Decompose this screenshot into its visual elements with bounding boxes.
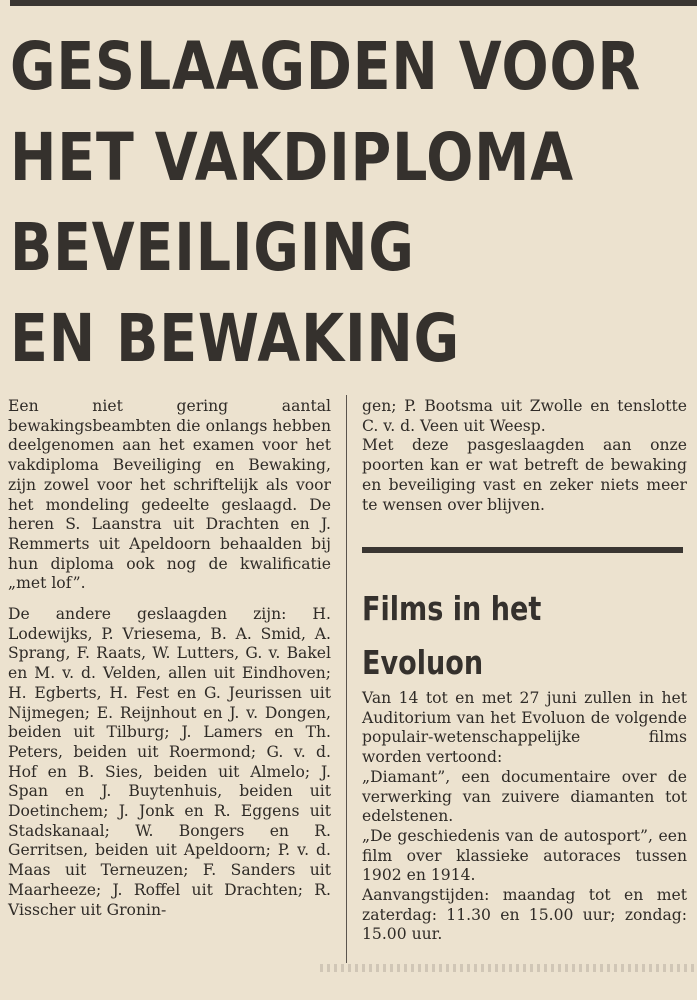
column-divider [346,395,347,963]
evoluon-article-body [362,689,687,945]
top-rule [10,0,697,6]
headline [10,22,690,384]
showtimes-paragraph: Aanvangstijden: maandag tot en met zaterdag: 11.30 en 15.00 uur; zondag: 15.00 uur. [362,886,687,944]
film-diamant-paragraph: „Diamant”, een documentaire over de verwerking van zuivere diamanten tot edelstenen. [362,767,687,826]
headline-line-4: EN BEWAKING [10,299,461,377]
film-autosport-paragraph: „De geschiedenis van de autosport”, een film over klassieke autoraces tussen 1902 en 1914. [362,826,687,885]
article-left-column [8,397,331,920]
graduates-list-paragraph: De andere geslaagden zijn: H. Lodewijks, P. Vriesema, B. A. Smid, A. Sprang, F. Raats, W. Lutters, G. v. Bakel en M. v. d. Velden, allen uit Eindhoven; H. Egberts, H. Fest en G. Jeurissen uit Nijmegen; E. Reijnhout en J. v. Dongen, beiden uit Tilburg; J. Lamers en Th. Peters, beiden uit Roermond; G. v. d. Hof en B. Sies, beiden uit Almelo; J. Span en J. Buytenhuis, beiden uit Doetinchem; J. Jonk en R. Eggens uit Stadskanaal; W. Bongers en R. Gerritsen, beiden uit Apeldoorn; P. v. d. Maas uit Terneuzen; F. Sanders uit Maarheeze; J. Roffel uit Drachten; R. Visscher uit Gronin- [8,605,331,919]
article-closing-paragraph: Met deze pasgeslaagden aan onze poorten kan er wat betreft de bewaking en beveiliging vast en zeker niets meer te wensen over blijven. [362,436,687,514]
headline-line-3: BEVEILIGING [10,209,415,286]
article-intro-paragraph: Een niet gering aantal bewakingsbeambten die onlangs hebben deelgenomen aan het examen voor het vakdiploma Beveiliging en Bewaking, zijn zowel voor het schriftelijk als voor het mondeling gedeelte geslaagd. De heren S. Laanstra uit Drachten en J. Remmerts uit Apeldoorn behaalden bij hun diploma ook nog de kwalificatie „met lof”. [8,397,331,593]
headline-line-1: GESLAAGDEN VOOR [10,28,642,105]
evoluon-heading-line-2: Evoluon [362,643,484,682]
article-right-column [362,397,687,515]
section-divider [362,547,683,553]
evoluon-intro-paragraph: Van 14 tot en met 27 juni zullen in het Auditorium van het Evoluon de volgende populair-wetenschappelijke films worden vertoond: [362,689,687,767]
evoluon-heading [362,582,687,690]
print-edge-artifact [320,964,697,972]
graduates-list-continuation: gen; P. Bootsma uit Zwolle en tenslotte C. v. d. Veen uit Weesp. [362,397,687,435]
evoluon-heading-line-1: Films in het [362,589,542,628]
headline-line-2: HET VAKDIPLOMA [10,118,574,196]
